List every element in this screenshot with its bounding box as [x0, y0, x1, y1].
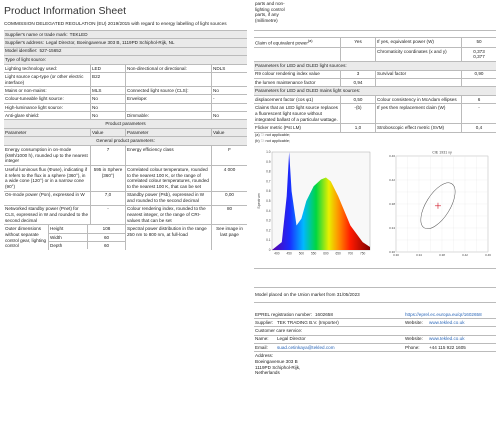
supplier-table: [4, 30, 247, 250]
cie-title: CIE 1931 xy: [432, 150, 452, 155]
spectrum-ytick: 0.6: [266, 189, 271, 194]
general-parameter-row: On-mode power (Pon), expressed in W 7,0 Standby power (Psb), expressed in W and rounded to the second decimal 0,00: [4, 192, 247, 206]
cie-ytick: 0.30: [389, 249, 395, 254]
spectrum-ytick: 0.4: [266, 208, 271, 213]
model-identifier-row: Model identifier: 527-15652: [4, 48, 247, 56]
right-table: [254, 37, 496, 377]
mains-parameter-row: displacement factor (cos φ1) 0,50 Colour consistency in McAdam ellipses 6: [254, 96, 496, 104]
cie-ytick: 0.42: [389, 177, 395, 182]
mains-parameters-header: Parameters for LED and OLED mains light sources:: [254, 87, 496, 96]
eprel-row: EPREL registration number: 1602658 https://eprel.ec.europa.eu/qr/1602658: [254, 311, 496, 319]
spectrum-ytick: 0.2: [266, 228, 271, 233]
general-parameter-row: Energy consumption in on-mode (kWh/1000 h), rounded up to the nearest integer 7 Energy efficiency class F: [4, 146, 247, 166]
mains-rows: [254, 96, 496, 132]
type-row: Mains or non-mains: MLS Connected light source (CLS): No: [4, 87, 247, 95]
type-section-header: Type of light source:: [4, 56, 247, 65]
spectrum-ytick: 0.9: [266, 159, 271, 164]
mains-parameter-row: Flicker metric (Pst LM) 1,0 Stroboscopic effect metric (SVM) 0,4: [254, 124, 496, 132]
dimension-row: Depth 60: [49, 242, 125, 249]
right-column: [254, 0, 496, 377]
dimension-row: Height 108: [49, 225, 125, 233]
spectrum-xtick: 550: [310, 251, 317, 256]
cie-xtick: 0.38: [439, 253, 445, 258]
contact-email-row: Email: suad.cetinkaya@tekled.com Phone: +44 115 922 1605: [254, 344, 496, 352]
spectral-value: See image in last page: [211, 225, 247, 250]
contact-name-row: Name: Legal Director Website: www.tekled.co.uk: [254, 336, 496, 344]
cie-xtick: 0.42: [462, 253, 468, 258]
dimensions-continued: parts and non-lighting control parts, if any (millimetre): [254, 0, 496, 31]
spectrum-xtick: 700: [347, 251, 354, 256]
dimensions-row: [4, 225, 247, 250]
cie-xtick: 0.30: [393, 253, 399, 258]
cie-ytick: 0.34: [389, 225, 395, 230]
equivalent-power-row: Claim of equivalent power$^{(a)}$ Yes If yes, equivalent power (W) 50: [254, 38, 496, 48]
spectrum-xtick: 750: [359, 251, 366, 256]
column-header-row: Parameter Value Parameter Value: [4, 129, 247, 137]
spectrum-xtick: 400: [274, 251, 280, 256]
footnote-b: (b) '-': not applicable;: [255, 138, 291, 143]
type-row: Lighting technology used: LED Non-directional or directional: NDLS: [4, 65, 247, 73]
footnote-a: (a) '-': not applicable;: [255, 133, 291, 137]
spectrum-ytick: 0.1: [266, 238, 271, 243]
supplier-contact-row: Supplier: TEK TRADING B.V. (Importer) Website: www.tekled.co.uk: [254, 319, 496, 327]
market-row: Model placed on the Union market from 31/05/2023: [254, 287, 496, 303]
spectrum-ytick: 0.7: [266, 179, 271, 184]
cie-ytick: 0.46: [389, 153, 395, 158]
eprel-link[interactable]: https://eprel.ec.europa.eu/qr/1602658: [405, 311, 482, 317]
cie-ytick: 0.38: [389, 201, 395, 206]
dimensions-values: [48, 225, 125, 250]
left-column: [4, 0, 247, 250]
customer-care-row: Customer care service:: [254, 327, 496, 335]
spectral-label: Spectral power distribution in the range 250 nm to 800 nm, at full-load: [125, 225, 211, 250]
equivalent-power-label: Claim of equivalent power$^{(a)}$: [255, 38, 313, 46]
spectrum-ytick: 0.3: [266, 218, 271, 223]
regulation-text: COMMISSION DELEGATED REGULATION (EU) 2019/2015 with regard to energy labelling of light sources: [4, 21, 227, 27]
spectrum-xtick: 500: [298, 251, 305, 256]
spectrum-ytick: 0: [268, 247, 271, 252]
product-parameters-header: Product parameters: [4, 120, 247, 129]
general-parameter-row: Useful luminous flux (Φuse), indicating if it refers to the flux in a sphere (360°), in a wide cone (120°) or in a narrow cone (90°) 595 in Sphere (360°) Correlated colour temperature, rounded to the nearest 100 K, or the range of correlated colour temperatures, rounded to the nearest 100 K, that can be set 4 000: [4, 166, 247, 192]
spectrum-chart: [256, 146, 376, 264]
spectrum-xtick: 450: [286, 251, 292, 256]
spectrum-ytick: 0.5: [266, 198, 271, 203]
supplier-name-row: Supplier's name or trade mark: TEKLED: [4, 31, 247, 39]
spectrum-xtick: 650: [335, 251, 341, 256]
supplier-address-row: Supplier's address: Legal Director, Boeingavenue 303 B, 1119PD Schiphol-Rijk, NL: [4, 39, 247, 47]
type-row: Colour-tuneable light source: No Envelope: -: [4, 95, 247, 103]
led-rows: [254, 71, 496, 88]
mains-parameter-row: Claims that an LED light source replaces a fluorescent light source without integrated ballast of a particular wattage. -(b) If yes then replacement claim (W) -: [254, 104, 496, 124]
website-link[interactable]: www.tekled.co.uk: [429, 319, 465, 325]
dimensions-label: Outer dimensions without separate control gear, lighting control: [5, 226, 47, 249]
general-parameter-row: Networked standby power (Pnet) for CLS, expressed in W and rounded to the second decimal - Colour rendering index, rounded to the nearest integer, or the range of CRI-values that can be set 80: [4, 206, 247, 226]
general-parameters-header: General product parameters:: [4, 137, 247, 146]
chromaticity-row: Chromaticity coordinates (x and y) 0,373 0,377: [254, 48, 496, 62]
led-parameters-header: Parameters for LED and OLED light sources:: [254, 62, 496, 71]
led-parameter-row: the lumen maintenance factor 0,94: [254, 79, 496, 87]
contact-address-row: Address: Boeingavenue 303 B 1119PD Schiphol-Rijk, Netherlands: [255, 353, 301, 376]
spectrum-xtick: 600: [323, 251, 329, 256]
website-link-2[interactable]: www.tekled.co.uk: [429, 336, 465, 342]
email-link[interactable]: suad.cetinkaya@tekled.com: [277, 344, 335, 350]
spectrum-ylabel: Spectrum: [257, 193, 261, 209]
spectrum-ytick: 0.8: [266, 169, 271, 174]
type-row: Anti-glare shield: No Dimmable: No: [4, 112, 247, 120]
type-row: Light source cap-type (or other electric interface) B22: [4, 73, 247, 87]
type-rows: [4, 65, 247, 121]
cie-xtick: 0.34: [416, 253, 422, 258]
cie-chart: [384, 146, 494, 264]
general-rows: [4, 146, 247, 225]
spectrum-ytick: 1.0: [266, 149, 271, 154]
type-row: High-luminance light source: No: [4, 104, 247, 112]
charts-area: [254, 144, 496, 269]
dimension-row: Width 60: [49, 234, 125, 242]
led-parameter-row: R9 colour rendering index value 3 Survival factor 0,90: [254, 71, 496, 79]
cie-xtick: 0.46: [485, 253, 491, 258]
page-title: Product Information Sheet: [4, 5, 126, 17]
